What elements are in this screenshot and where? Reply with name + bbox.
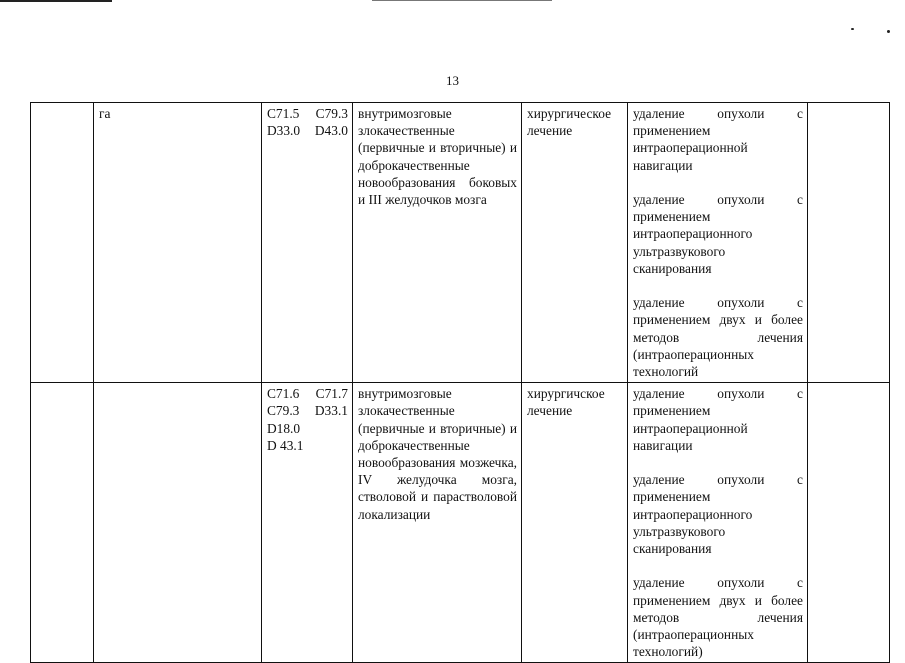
cell-procedures <box>628 103 808 383</box>
cell-group-name <box>94 103 262 383</box>
icd-code-line: D33.0 D43.0 <box>267 123 348 139</box>
table-row <box>31 383 890 663</box>
diagnosis-text: внутримозговые злокачественные (первичные и вторичные) и доброкачественные новообразования мозжечка, IV желудочка мозга, стволовой и парастволовой локализации <box>358 386 517 522</box>
cell-empty <box>808 103 890 383</box>
cell-icd-codes <box>262 383 353 663</box>
cell-empty <box>31 103 94 383</box>
cell-empty <box>31 383 94 663</box>
procedure-item: удаление опухоли с применением двух и более методов лечения (интраоперационных технологий) <box>633 575 803 660</box>
table-row <box>31 103 890 383</box>
cell-diagnosis <box>353 383 522 663</box>
procedure-item: удаление опухоли с применением интраоперационной навигации <box>633 386 803 453</box>
scan-speck <box>887 30 890 33</box>
cell-icd-codes <box>262 103 353 383</box>
cell-treatment <box>522 103 628 383</box>
procedure-item: удаление опухоли с применением интраоперационной навигации <box>633 106 803 173</box>
icd-code-line: D 43.1 <box>267 437 304 453</box>
icd-code-line: D18.0 <box>267 420 301 436</box>
icd-code-line: C79.3 D33.1 <box>267 403 348 419</box>
page-number: 13 <box>446 73 459 88</box>
scan-artifact-line <box>372 0 552 1</box>
group-name-fragment: га <box>99 106 111 121</box>
treatment-type: хирургичское лечение <box>527 386 605 419</box>
scan-artifact-line <box>0 0 112 2</box>
procedure-item: удаление опухоли с применением интраоперационного ультразвукового сканирования <box>633 472 803 557</box>
icd-code-line: C71.6 C71.7 <box>267 386 348 402</box>
procedure-item: удаление опухоли с применением двух и более методов лечения (интраоперационных технологий <box>633 295 803 380</box>
icd-code-line: C71.5 C79.3 <box>267 106 348 121</box>
cell-empty <box>808 383 890 663</box>
cell-diagnosis <box>353 103 522 383</box>
diagnosis-text: внутримозговые злокачественные (первичные и вторичные) и доброкачественные новообразования боковых и III желудочков мозга <box>358 106 517 208</box>
medical-care-table <box>30 102 890 663</box>
cell-procedures <box>628 383 808 663</box>
treatment-type: хирургическое лечение <box>527 106 612 139</box>
cell-empty <box>94 383 262 663</box>
scan-speck <box>851 28 854 30</box>
procedure-item: удаление опухоли с применением интраоперационного ультразвукового сканирования <box>633 192 803 276</box>
cell-treatment <box>522 383 628 663</box>
